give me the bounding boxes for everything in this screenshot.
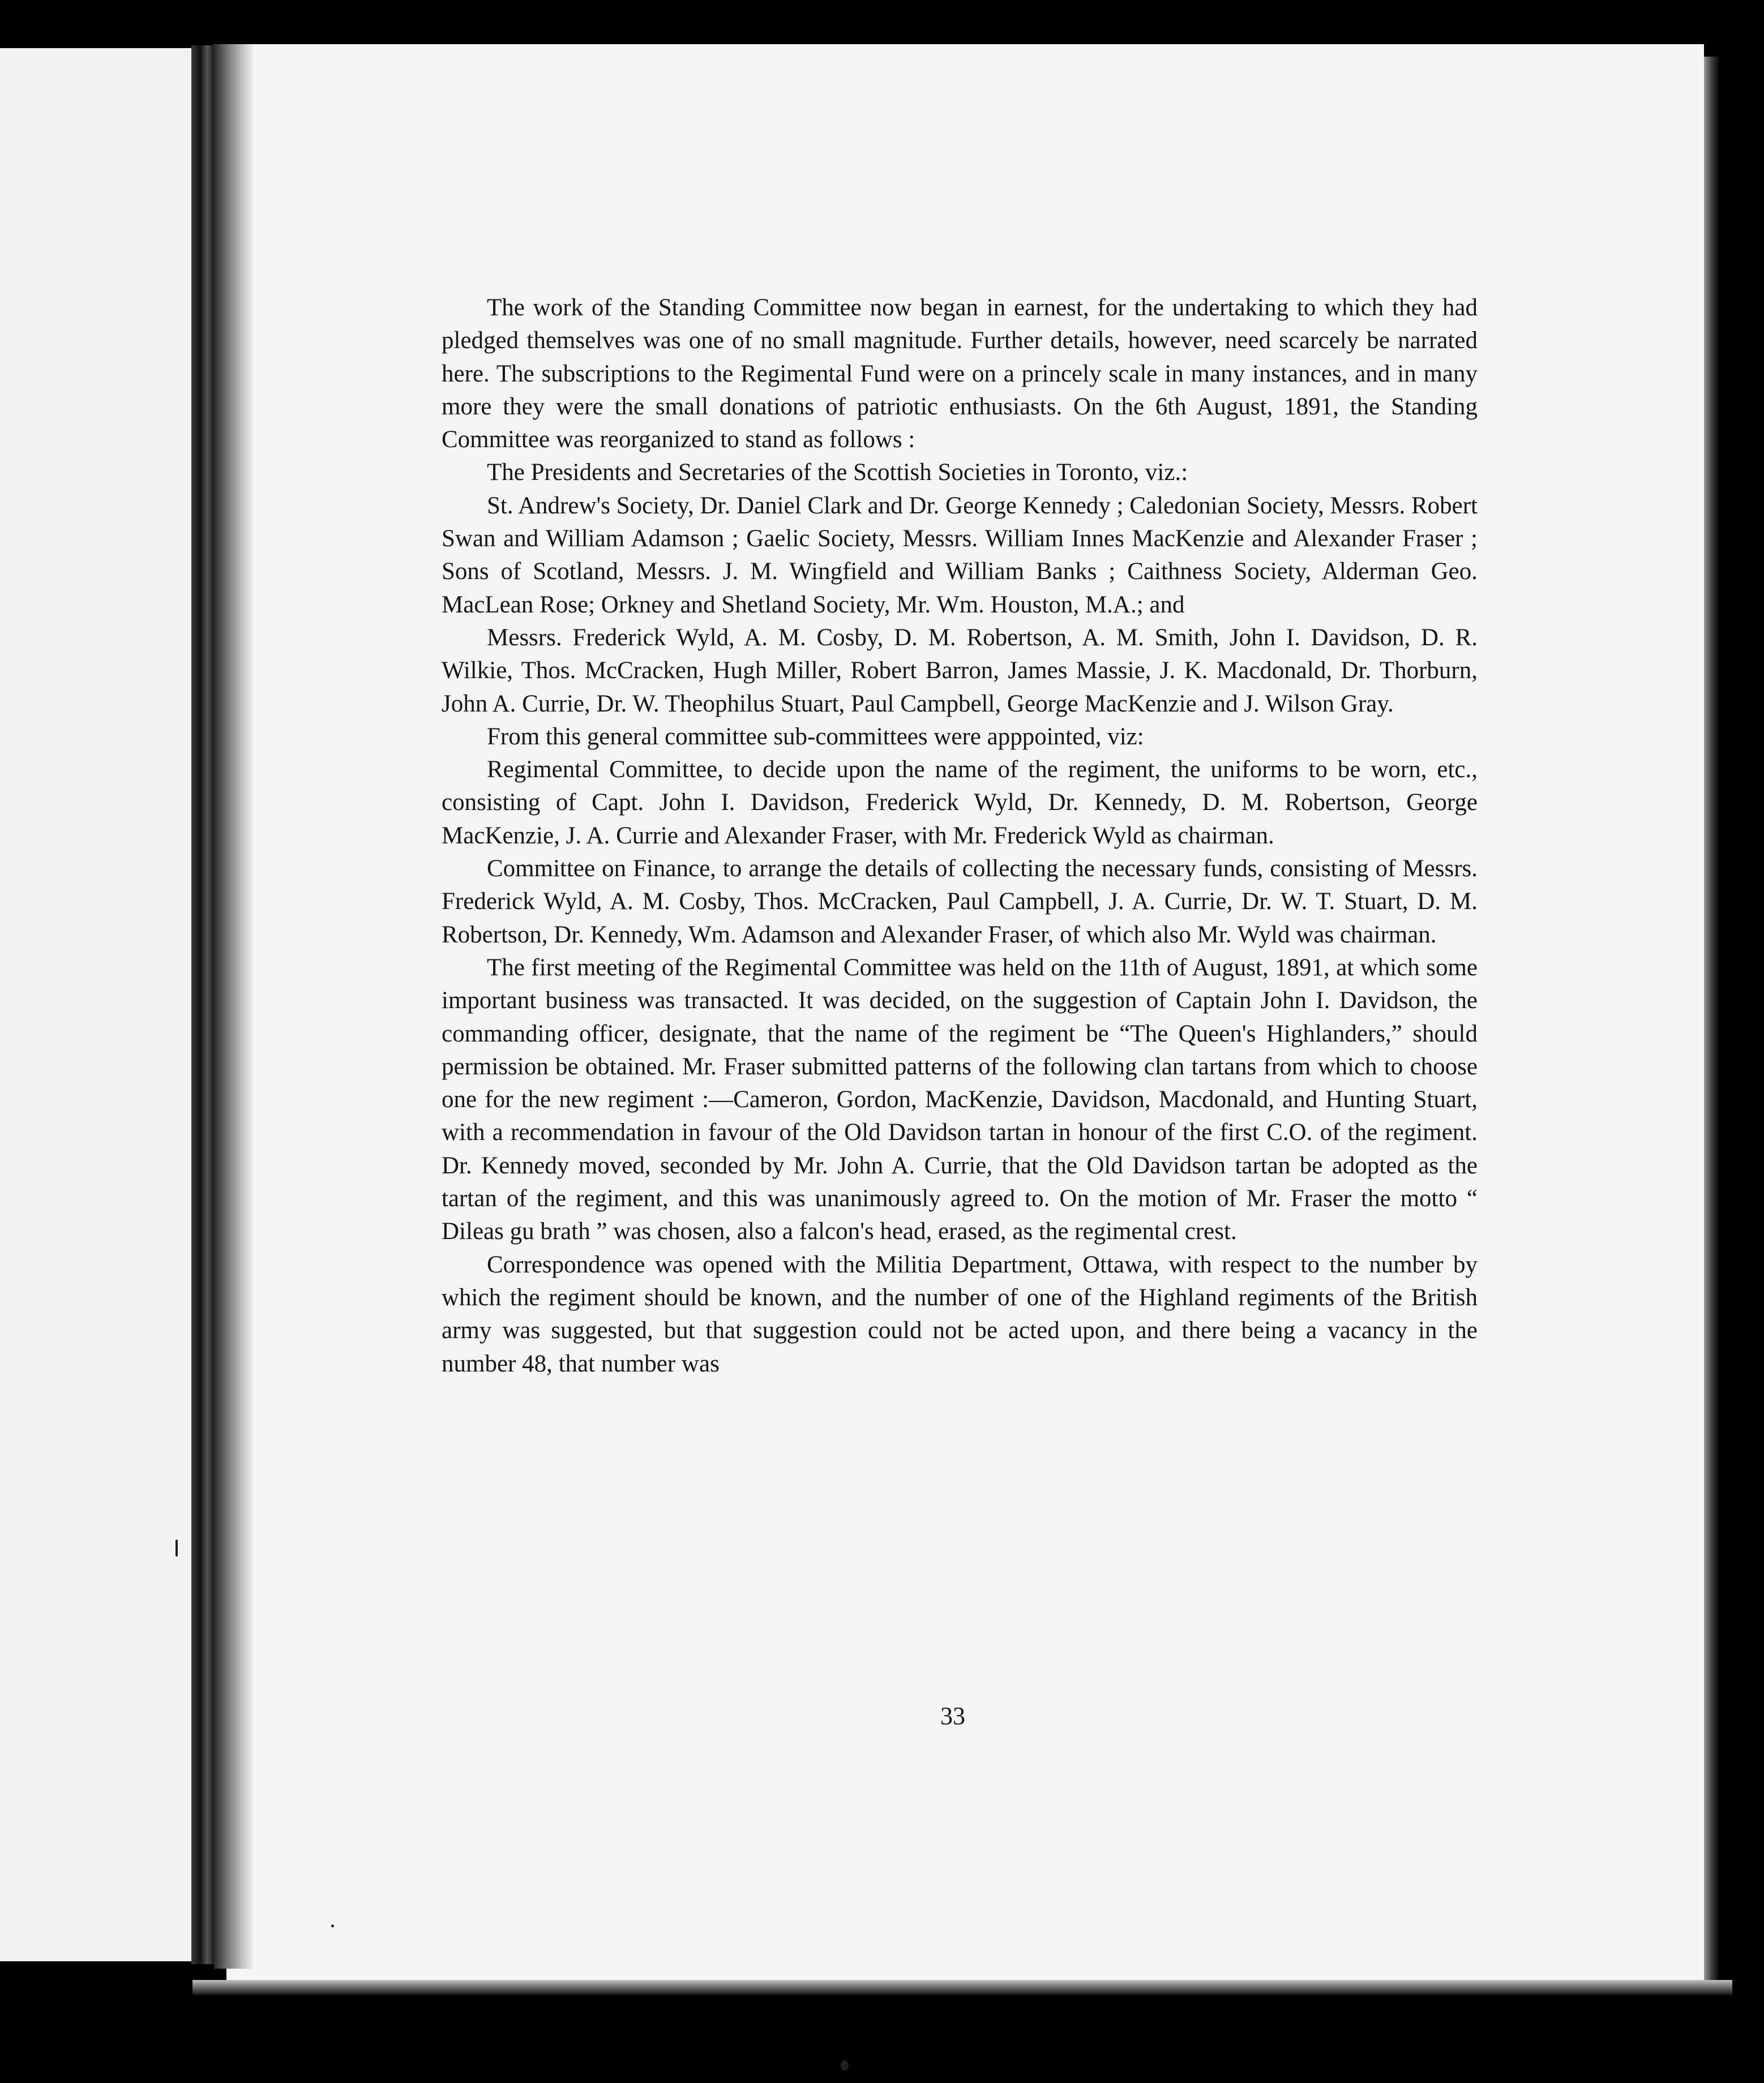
left-page-edge <box>191 45 214 1964</box>
paragraph: The work of the Standing Committee now began in earnest, for the undertaking to which they had pledged themselves was one of no small magnitude. Further details, however, need scarcely be narrated here. The subscriptions to the Regimental Fund were on a princely scale in many instances, and in many more they were the small donations of patriotic enthusiasts. On the 6th August, 1891, the Standing Committee was reorganized to stand as follows : <box>442 294 1478 453</box>
binding-shadow <box>214 44 254 1969</box>
paragraph: The first meeting of the Regimental Committee was held on the 11th of August, 1891, at which some important business was transacted. It was decided, on the suggestion of Captain John I. Davidson, the commanding officer, designate, that the name of the regiment be “The Queen's Highlanders,” should permission be obtained. Mr. Fraser submitted patterns of the following clan tartans from which to choose one for the new regiment :—Cameron, Gordon, MacKenzie, Davidson, Macdonald, and Hunting Stuart, with a recommendation in favour of the Old Davidson tartan in honour of the first C.O. of the regiment. Dr. Kennedy moved, seconded by Mr. John A. Currie, that the Old Davidson tartan be adopted as the tartan of the regiment, and this was unanimously agreed to. On the motion of Mr. Fraser the motto “ Dileas gu brath ” was chosen, also a falcon's head, erased, as the regimental crest. <box>442 954 1478 1245</box>
left-page-fragment <box>0 48 198 1961</box>
paragraph: Correspondence was opened with the Militia Department, Ottawa, with respect to the number by which the regiment should be known, and the number of one of the Highland regiments of the British army was suggested, but that suggestion could not be acted upon, and there being a vacancy in the number 48, that number was <box>442 1251 1478 1377</box>
paragraph: Messrs. Frederick Wyld, A. M. Cosby, D. M. Robertson, A. M. Smith, John I. Davidson, D. R. Wilkie, Thos. McCracken, Hugh Miller, Robert Barron, James Massie, J. K. Macdonald, Dr. Thorburn, John A. Currie, Dr. W. Theophilus Stuart, Paul Campbell, George MacKenzie and J. Wilson Gray. <box>442 624 1478 717</box>
paragraph: The Presidents and Secretaries of the Scottish Societies in Toronto, viz.: <box>487 459 1188 486</box>
page-right-edge <box>1704 57 1720 1987</box>
paragraph: Committee on Finance, to arrange the details of collecting the necessary funds, consisting of Messrs. Frederick Wyld, A. M. Cosby, Thos. McCracken, Paul Campbell, J. A. Currie, Dr. W. T. Stuart, D. M. Robertson, Dr. Kennedy, Wm. Adamson and Alexander Fraser, of which also Mr. Wyld was chairman. <box>442 855 1478 948</box>
paragraph: St. Andrew's Society, Dr. Daniel Clark and Dr. George Kennedy ; Caledonian Society, Messrs. Robert Swan and William Adamson ; Gaelic Society, Messrs. William Innes MacKenzie and Alexander Fraser ; Sons of Scotland, Messrs. J. M. Wingfield and William Banks ; Caithness Society, Alderman Geo. MacLean Rose; Orkney and Shetland Society, Mr. Wm. Houston, M.A.; and <box>442 492 1478 618</box>
paragraph: From this general committee sub-committees were apppointed, viz: <box>487 723 1144 750</box>
dust-speck <box>331 1925 334 1927</box>
paragraph: Regimental Committee, to decide upon the name of the regiment, the uniforms to be worn, etc., consisting of Capt. John I. Davidson, Frederick Wyld, Dr. Kennedy, D. M. Robertson, George MacKenzie, J. A. Currie and Alexander Fraser, with Mr. Frederick Wyld as chairman. <box>442 756 1478 849</box>
page-body-text <box>442 292 1478 1381</box>
dust-speck <box>175 1540 178 1557</box>
dust-speck <box>841 2060 849 2071</box>
page-bottom-edge <box>192 1980 1732 1995</box>
page-number: 33 <box>940 1702 965 1730</box>
